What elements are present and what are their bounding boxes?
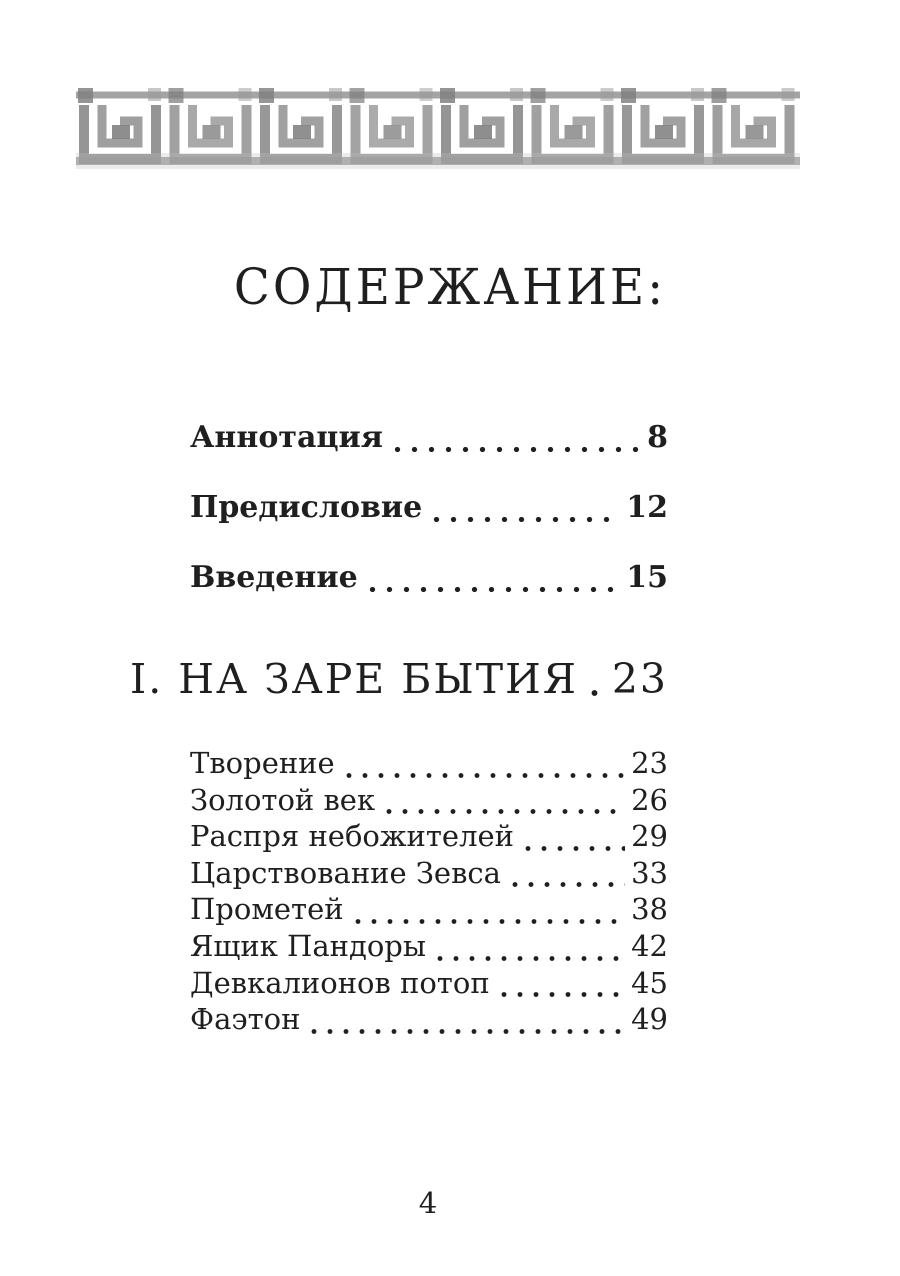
toc-entry: [190, 892, 668, 929]
toc-entry-label: Предисловие: [190, 490, 423, 525]
toc-entry-label: Фаэтон: [190, 1002, 301, 1037]
greek-key-border-icon: [76, 85, 800, 169]
toc-entry-label: Девкалионов потоп: [190, 965, 490, 1000]
section-label: I. НА ЗАРЕ БЫТИЯ: [130, 655, 578, 703]
toc-entry-label: Золотой век: [190, 782, 376, 817]
dot-leader: [584, 690, 606, 696]
toc-entry-page: 42: [631, 928, 668, 963]
section-heading: [130, 656, 668, 703]
dot-leader: [341, 773, 625, 778]
dot-leader: [350, 919, 626, 924]
toc-entry: [190, 490, 668, 528]
toc-entry: [190, 1002, 668, 1039]
dot-leader: [428, 517, 620, 522]
contents-title: СОДЕРЖАНИЕ:: [233, 258, 667, 317]
dot-leader: [520, 846, 625, 851]
toc-entry: [190, 783, 668, 820]
toc-entry-label: Царствование Зевса: [190, 855, 501, 890]
toc-entry-page: 38: [631, 892, 668, 927]
dot-leader: [306, 1029, 625, 1034]
dot-leader: [496, 992, 625, 997]
dot-leader: [364, 587, 621, 592]
dot-leader: [507, 882, 625, 887]
toc-entry: [190, 929, 668, 966]
toc-entry: [190, 966, 668, 1003]
greek-key-border: [76, 85, 800, 169]
toc-entry: [190, 746, 668, 783]
toc-entry-label: Введение: [190, 560, 358, 595]
toc-entry-page: 12: [626, 490, 668, 525]
chapter-list: [190, 746, 668, 1039]
toc-entry: [190, 856, 668, 893]
toc-entry-page: 33: [631, 855, 668, 890]
section-page: 23: [611, 655, 668, 703]
toc-entry-label: Ящик Пандоры: [190, 928, 426, 963]
dot-leader: [381, 809, 625, 814]
toc-entry-page: 23: [631, 746, 668, 780]
toc-entry: [190, 420, 668, 458]
toc-entry-page: 49: [631, 1002, 668, 1037]
dot-leader: [389, 447, 641, 452]
toc-entry-page: 8: [647, 420, 668, 455]
toc-entry-page: 45: [631, 965, 668, 1000]
front-matter-list: [190, 420, 668, 630]
toc-entry: [190, 560, 668, 598]
dot-leader: [432, 956, 625, 961]
toc-entry-page: 29: [631, 819, 668, 854]
toc-entry-label: Творение: [190, 746, 335, 780]
toc-entry-label: Распря небожителей: [190, 819, 514, 854]
toc-entry-label: Аннотация: [190, 420, 383, 455]
page-number: 4: [418, 1186, 438, 1220]
toc-entry-page: 26: [631, 782, 668, 817]
toc-entry: [190, 819, 668, 856]
toc-entry-page: 15: [626, 560, 668, 595]
toc-entry-label: Прометей: [190, 892, 344, 927]
